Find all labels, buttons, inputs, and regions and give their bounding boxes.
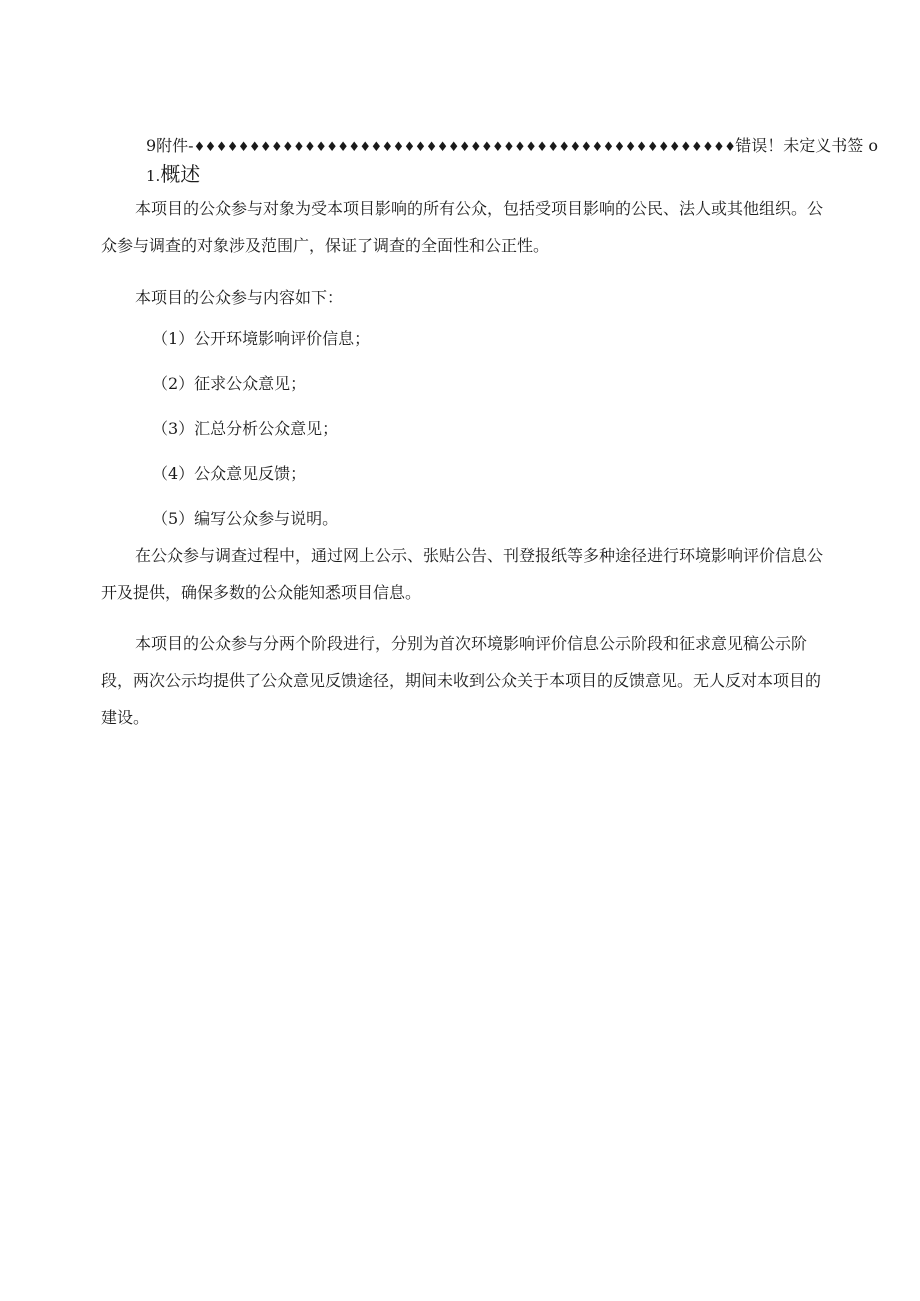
list-item: （4）公众意见反馈； bbox=[152, 464, 307, 483]
list-item: （5）编写公众参与说明。 bbox=[152, 509, 339, 528]
list-item: （2）征求公众意见； bbox=[152, 374, 307, 393]
paragraph-disclosure-methods bbox=[101, 537, 831, 611]
toc-entry-error-text: 错误！未定义书签 o bbox=[735, 136, 878, 155]
paragraph-text: 本项目的公众参与分两个阶段进行，分别为首次环境影响评价信息公示阶段和征求意见稿公示阶段，两次公示均提供了公众意见反馈途径，期间未收到公众关于本项目的反馈意见。无人反对本项目的建设。 bbox=[101, 634, 822, 727]
paragraph-text: 本项目的公众参与对象为受本项目影响的所有公众，包括受项目影响的公民、法人或其他组织。公众参与调查的对象涉及范围广，保证了调查的全面性和公正性。 bbox=[101, 199, 824, 255]
paragraph-participation-stages bbox=[101, 625, 831, 736]
paragraph-text: 在公众参与调查过程中，通过网上公示、张贴公告、刊登报纸等多种途径进行环境影响评价信息公开及提供，确保多数的公众能知悉项目信息。 bbox=[101, 546, 824, 602]
paragraph-participation-scope bbox=[101, 190, 831, 264]
section-heading bbox=[146, 158, 200, 187]
toc-entry[interactable] bbox=[146, 133, 878, 156]
paragraph-content-intro bbox=[101, 279, 831, 316]
paragraph-text: 本项目的公众参与内容如下： bbox=[135, 288, 344, 307]
toc-entry-leader-dots: ♦♦♦♦♦♦♦♦♦♦♦♦♦♦♦♦♦♦♦♦♦♦♦♦♦♦♦♦♦♦♦♦♦♦♦♦♦♦♦♦♦♦♦♦♦♦♦♦♦ bbox=[193, 140, 736, 155]
section-title: 概述 bbox=[160, 162, 201, 186]
section-number: 1. bbox=[146, 167, 161, 185]
toc-entry-prefix: 9附件- bbox=[146, 136, 194, 155]
list-item: （3）汇总分析公众意见； bbox=[152, 419, 339, 438]
list-item: （1）公开环境影响评价信息； bbox=[152, 329, 371, 348]
